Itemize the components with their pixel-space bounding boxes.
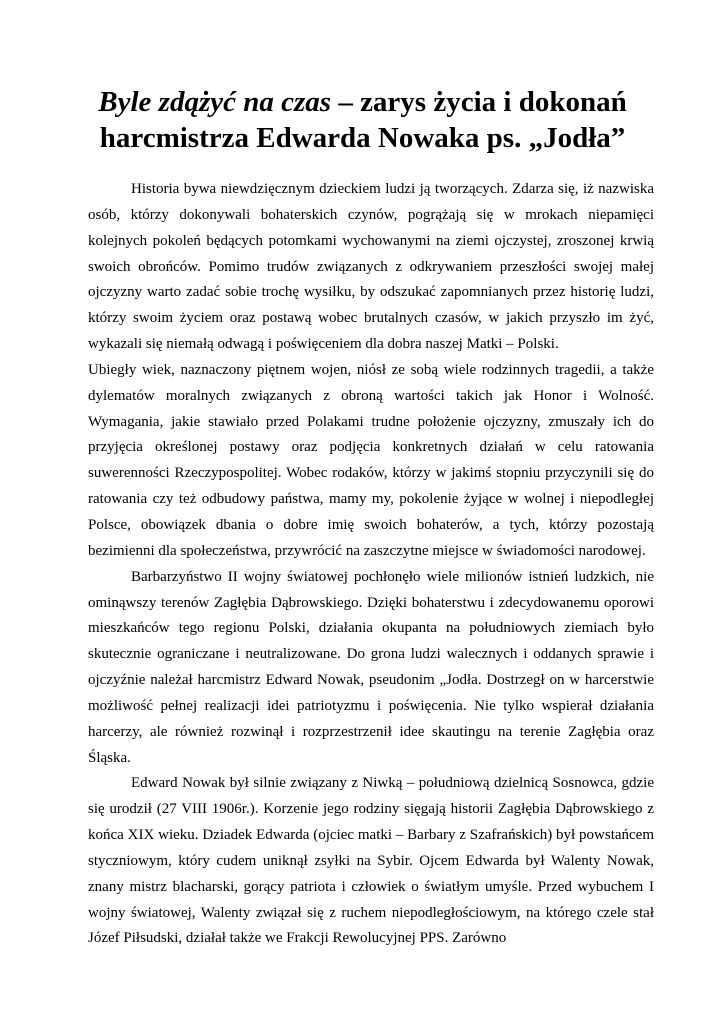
document-body [88,177,654,952]
document-title [40,84,685,156]
paragraph-4: Edward Nowak był silnie związany z Niwką – południową dzielnicą Sosnowca, gdzie się urodził (27 VIII 1906r.). Korzenie jego rodziny sięgają historii Zagłębia Dąbrowskiego z końca XIX wieku. Dziadek Edwarda (ojciec matki – Barbary z Szafrańskich) był powstańcem styczniowym, który cudem uniknął zsyłki na Sybir. Ojcem Edwarda był Walenty Nowak, znany mistrz blacharski, gorący patriota i człowiek o światłym umyśle. Przed wybuchem I wojny światowej, Walenty związał się z ruchem niepodległościowym, na którego czele stał Józef Piłsudski, działał także we Frakcji Rewolucyjnej PPS. Zarówno [88,775,654,947]
paragraph-2: Ubiegły wiek, naznaczony piętnem wojen, niósł ze sobą wiele rodzinnych tragedii, a także dylematów moralnych związanych z obroną wartości takich jak Honor i Wolność. Wymagania, jakie stawiało przed Polakami trudne położenie ojczyzny, zmuszały ich do przyjęcia określonej postawy oraz podjęcia konkretnych działań w celu ratowania suwerenności Rzeczypospolitej. Wobec rodaków, którzy w jakimś stopniu przyczynili się do ratowania czy też odbudowy państwa, mamy my, pokolenie żyjące w wolnej i niepodległej Polsce, obowiązek dbania o dobre imię swoich bohaterów, a tych, którzy pozostają bezimienni dla społeczeństwa, przywrócić na zaszczytne miejsce w świadomości narodowej. [88,361,654,559]
paragraph-1: Historia bywa niewdzięcznym dzieckiem ludzi ją tworzących. Zdarza się, iż nazwiska osób, którzy dokonywali bohaterskich czynów, pogrążają się w mrokach niepamięci kolejnych pokoleń będących potomkami wychowanymi na ziemi ojczystej, zroszonej krwią swoich obrońców. Pomimo trudów związanych z odkrywaniem przeszłości swojej małej ojczyzny warto zadać sobie trochę wysiłku, by odszukać zapomnianych przez historię ludzi, którzy swoim życiem oraz postawą wobec brutalnych czasów, w jakich przyszło im żyć, wykazali się niemałą odwagą i poświęceniem dla dobra naszej Matki – Polski. [88,181,654,353]
paragraph-3: Barbarzyństwo II wojny światowej pochłonęło wiele milionów istnień ludzkich, nie ominąwszy terenów Zagłębia Dąbrowskiego. Dzięki bohaterstwu i zdecydowanemu oporowi mieszkańców tego regionu Polski, działania okupanta na południowych ziemiach było skutecznie ograniczane i neutralizowane. Do grona ludzi walecznych i oddanych sprawie i ojczyźnie należał harcmistrz Edward Nowak, pseudonim „Jodła. Dostrzegł on w harcerstwie możliwość pełnej realizacji idei patriotyzmu i poświęcenia. Nie tylko wspierał działania harcerzy, ale również rozwinął i rozprzestrzenił idee skautingu na terenie Zagłębia oraz Śląska. [88,568,654,766]
title-main-part: – zarys życia i dokonań harcmistrza Edwarda Nowaka ps. „Jodła” [99,86,627,154]
title-italic-part: Byle zdążyć na czas [98,86,332,118]
